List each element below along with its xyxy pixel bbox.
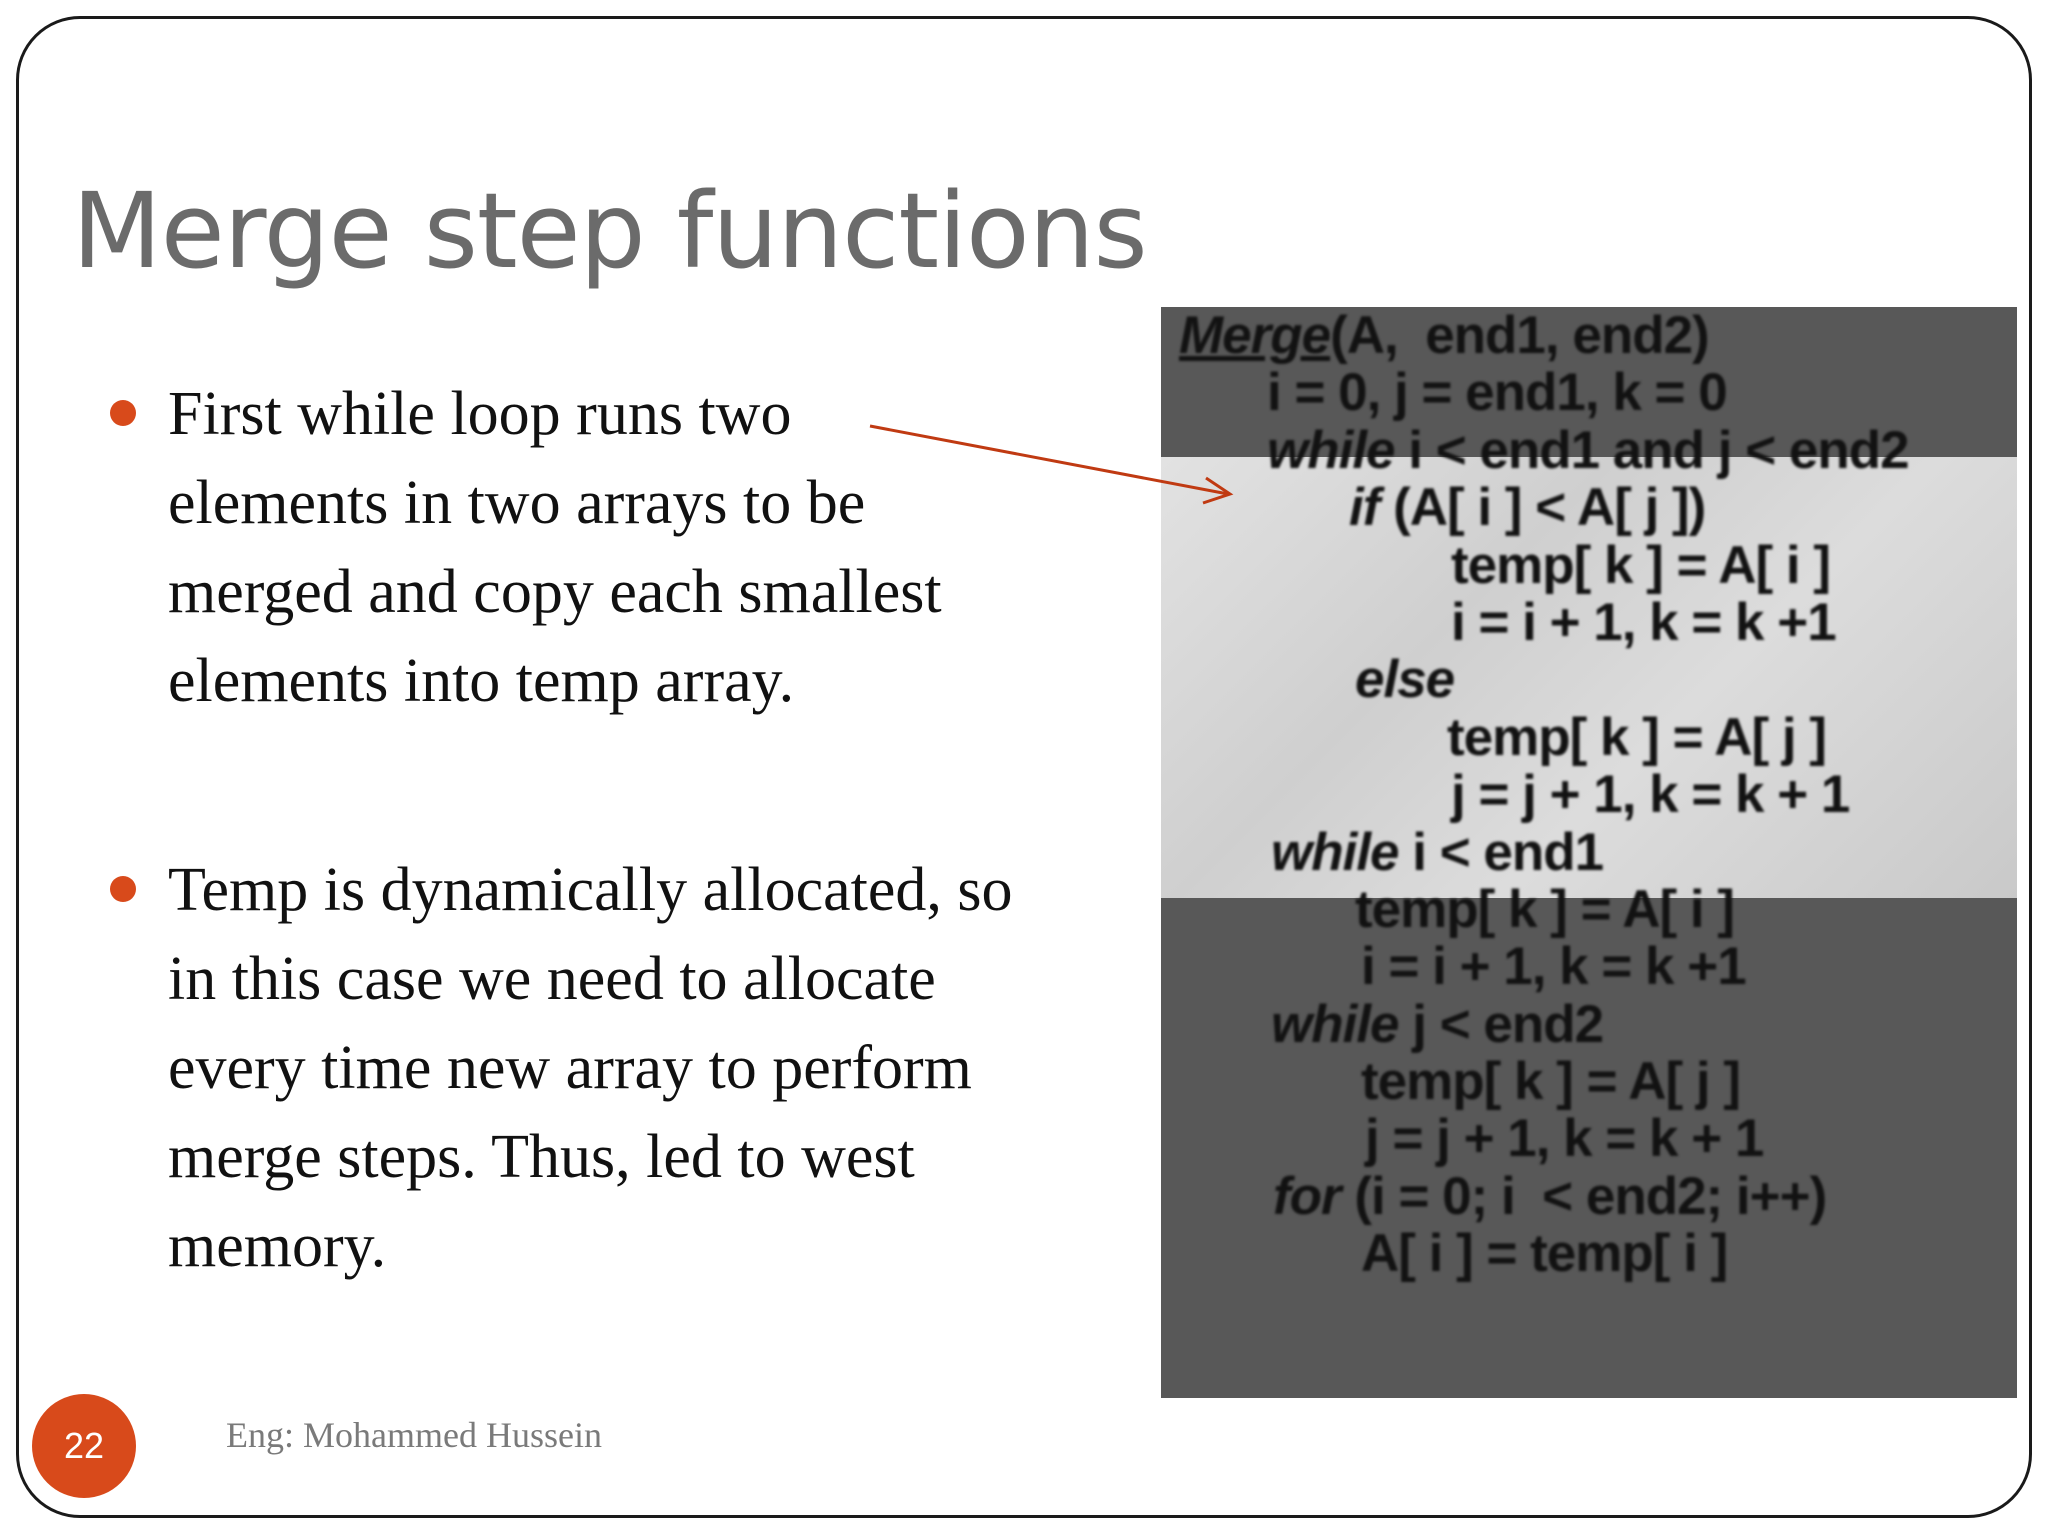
bullet-line: merge steps. Thus, led to west xyxy=(168,1123,915,1191)
bullet-line: First while loop runs two xyxy=(168,380,792,448)
code-line xyxy=(1161,364,2017,421)
bullet-line: every time new array to perform xyxy=(168,1034,972,1102)
code-text: j < end2 xyxy=(1398,994,1604,1054)
bullet-dot-icon xyxy=(110,876,136,902)
bullet-line: in this case we need to allocate xyxy=(168,945,936,1013)
code-text: A[ i ] = temp[ i ] xyxy=(1361,1224,1728,1284)
code-keyword: if xyxy=(1349,478,1380,538)
code-keyword: while xyxy=(1271,994,1399,1054)
code-text: (A, end1, end2) xyxy=(1330,307,1709,365)
code-keyword: while xyxy=(1271,822,1399,882)
code-line xyxy=(1161,938,2017,995)
code-text: i = 0, j = end1, k = 0 xyxy=(1267,363,1727,423)
bullet-line: memory. xyxy=(168,1212,387,1280)
code-line xyxy=(1161,1110,2017,1167)
bullet-item-1 xyxy=(110,370,1090,726)
code-line xyxy=(1161,709,2017,766)
code-line xyxy=(1161,307,2017,364)
footer-author: Eng: Mohammed Hussein xyxy=(226,1415,602,1455)
code-text: j = j + 1, k = k + 1 xyxy=(1451,765,1850,825)
code-keyword: Merge xyxy=(1179,307,1331,365)
bullet-line: elements in two arrays to be xyxy=(168,469,866,537)
code-keyword: for xyxy=(1273,1166,1341,1226)
code-line xyxy=(1161,1225,2017,1282)
code-text: i = i + 1, k = k +1 xyxy=(1451,592,1836,652)
code-image-panel xyxy=(1161,307,2017,1398)
code-text: temp[ k ] = A[ i ] xyxy=(1355,879,1735,939)
code-line xyxy=(1161,537,2017,594)
bullet-dot-icon xyxy=(110,400,136,426)
code-text: j = j + 1, k = k + 1 xyxy=(1365,1109,1764,1169)
code-text: temp[ k ] = A[ i ] xyxy=(1451,535,1831,595)
code-keyword: while xyxy=(1267,420,1395,480)
code-line xyxy=(1161,594,2017,651)
code-text: i = i + 1, k = k +1 xyxy=(1361,937,1746,997)
code-text: (A[ i ] < A[ j ]) xyxy=(1379,478,1706,538)
code-line xyxy=(1161,651,2017,708)
bullet-item-2 xyxy=(110,846,1090,1291)
code-keyword: else xyxy=(1355,650,1455,710)
code-text: (i = 0; i < end2; i++) xyxy=(1340,1166,1827,1226)
code-text: i < end1 xyxy=(1398,822,1604,882)
slide-title: Merge step functions xyxy=(72,170,1147,292)
code-line xyxy=(1161,766,2017,823)
code-text: temp[ k ] = A[ j ] xyxy=(1447,707,1827,767)
code-line xyxy=(1161,996,2017,1053)
code-text: temp[ k ] = A[ j ] xyxy=(1361,1052,1741,1112)
code-text: i < end1 and j < end2 xyxy=(1394,420,1909,480)
code-line xyxy=(1161,881,2017,938)
code-line xyxy=(1161,479,2017,536)
code-line xyxy=(1161,422,2017,479)
bullet-line: merged and copy each smallest xyxy=(168,558,942,626)
page-number-badge: 22 xyxy=(32,1394,136,1498)
bullet-line: elements into temp array. xyxy=(168,647,795,715)
bullet-list xyxy=(110,370,1090,1291)
code-line xyxy=(1161,1053,2017,1110)
code-lines xyxy=(1161,307,2017,1283)
code-line xyxy=(1161,1168,2017,1225)
bullet-line: Temp is dynamically allocated, so xyxy=(168,856,1013,924)
code-line xyxy=(1161,824,2017,881)
